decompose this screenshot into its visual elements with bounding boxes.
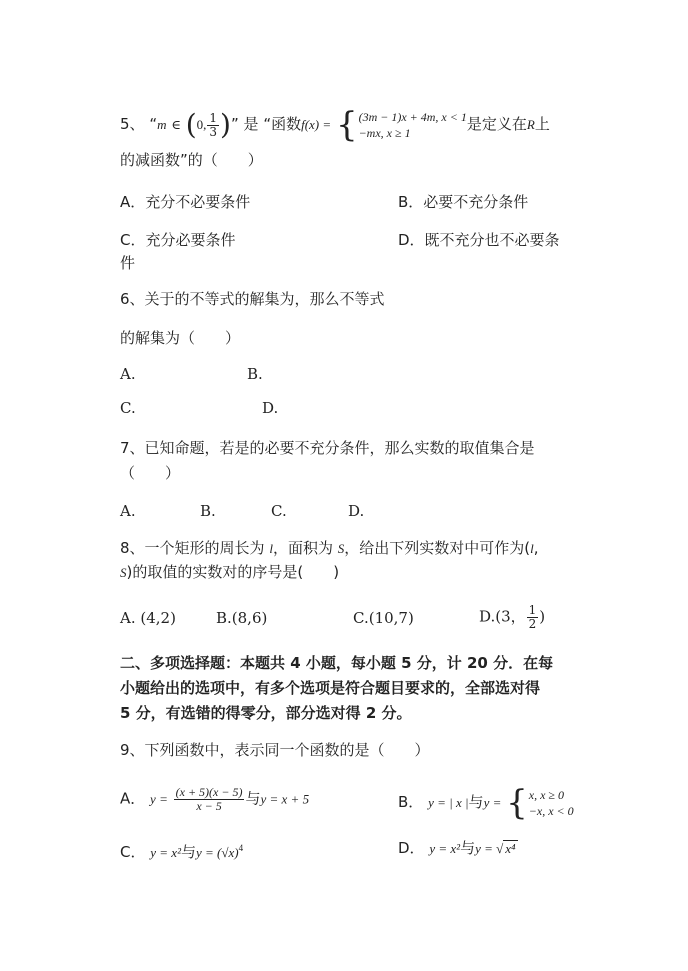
q8-text-a: 8、一个矩形的周长为 bbox=[120, 539, 265, 557]
q6-option-b: B. bbox=[247, 365, 263, 383]
q6-option-d: D. bbox=[262, 399, 279, 417]
q9-b-piecewise bbox=[506, 783, 574, 823]
q9-c-exp: 4 bbox=[238, 843, 244, 853]
q7-option-c: C. bbox=[271, 502, 287, 520]
q5-cases bbox=[359, 109, 467, 141]
q8-text-d: , bbox=[533, 539, 539, 557]
q9-b-brace: { bbox=[506, 783, 528, 823]
q9-b-with: 与 bbox=[468, 793, 484, 811]
q5-case2: −mx, x ≥ 1 bbox=[358, 126, 411, 140]
q9-c-with: 与 bbox=[180, 843, 196, 861]
q5-open-quote: “ bbox=[149, 115, 158, 133]
q9-a-fraction bbox=[174, 786, 245, 813]
q5-frac-den: 3 bbox=[209, 124, 218, 139]
q5-option-c: C．充分必要条件 bbox=[120, 231, 236, 249]
q5-close-quote: ” bbox=[230, 115, 239, 133]
q5-R: R bbox=[526, 117, 535, 132]
q9-c-lhs: y = x² bbox=[150, 845, 181, 860]
q8-option-d-prefix: D.(3， bbox=[479, 607, 526, 626]
q9-b-case2: −x, x < 0 bbox=[528, 804, 574, 818]
q5-brace: { bbox=[335, 105, 358, 145]
q5-m-var: m bbox=[157, 117, 167, 132]
q5-option-b: B．必要不充分条件 bbox=[398, 193, 529, 211]
q9-d-rhs: y = bbox=[475, 841, 497, 856]
q5-tail: 是定义在 bbox=[466, 115, 527, 133]
q9-b-lhs: y = | x | bbox=[428, 795, 469, 810]
q5-right-paren: ) bbox=[220, 108, 231, 141]
q5-shi: 是 bbox=[243, 115, 259, 133]
section2-line3: 5 分，有选错的得零分，部分选对得 2 分。 bbox=[120, 704, 412, 722]
q5-frac-num: 1 bbox=[209, 110, 218, 125]
q8-s-var: S bbox=[337, 541, 345, 556]
q5-option-a: A．充分不必要条件 bbox=[120, 193, 251, 211]
q7-option-d: D. bbox=[348, 502, 365, 520]
q9-d-with: 与 bbox=[460, 839, 476, 857]
q9-b-label: B． bbox=[398, 793, 424, 811]
q8-option-d-fraction bbox=[527, 604, 539, 631]
q8-line2 bbox=[120, 562, 339, 583]
q5-line1 bbox=[120, 105, 550, 145]
q6-option-a: A. bbox=[120, 365, 136, 383]
q8-option-a: A. (4,2) bbox=[120, 609, 176, 627]
q9-a-with: 与 bbox=[245, 789, 261, 808]
q8-line2-text: )的取值的实数对的序号是( ) bbox=[126, 563, 340, 581]
q9-a-den: x − 5 bbox=[196, 799, 222, 813]
q8-s-var-2: S bbox=[120, 565, 127, 580]
q7-line1: 7、已知命题，若是的必要不充分条件，那么实数的取值集合是 bbox=[120, 439, 535, 457]
q8-option-b: B.(8,6) bbox=[216, 609, 268, 627]
q9-option-b bbox=[398, 783, 574, 823]
q9-d-sqrt-sign: √ bbox=[496, 841, 504, 856]
q5-line2: 的减函数”的（ ） bbox=[120, 151, 263, 169]
q5-tail2: 上 bbox=[534, 115, 550, 133]
q5-func-label: “函数 bbox=[263, 115, 302, 133]
q9-c-label: C． bbox=[120, 843, 146, 861]
q8-option-d-suffix: ) bbox=[539, 607, 546, 626]
q5-interval-fraction bbox=[207, 112, 219, 139]
q5-piecewise bbox=[335, 105, 467, 145]
q6-line2: 的解集为（ ） bbox=[120, 329, 241, 347]
q8-l-var-2: l bbox=[530, 541, 534, 556]
q8-option-d bbox=[479, 604, 545, 631]
q9-a-num: (x + 5)(x − 5) bbox=[175, 785, 243, 799]
q7-option-a: A. bbox=[120, 502, 136, 520]
q9-d-root: x⁴ bbox=[505, 841, 516, 856]
q9-option-d bbox=[398, 838, 518, 859]
section2-line2: 小题给出的选项中，有多个选项是符合题目要求的，全部选对得 bbox=[120, 679, 541, 697]
q8-option-d-den: 2 bbox=[528, 617, 537, 631]
q7-line2: （ ） bbox=[120, 464, 181, 482]
q5-interval-zero: 0, bbox=[196, 117, 207, 132]
q9-b-cases bbox=[529, 787, 574, 819]
q6-line1: 6、关于的不等式的解集为，那么不等式 bbox=[120, 290, 385, 308]
q5-number: 5、 bbox=[120, 115, 145, 133]
q9-a-label: A． bbox=[120, 789, 146, 808]
q9-a-rhs: y = x + 5 bbox=[260, 791, 310, 807]
section2-line1: 二、多项选择题：本题共 4 小题，每小题 5 分，计 20 分．在每 bbox=[120, 654, 554, 672]
q9-d-lhs: y = x² bbox=[429, 841, 461, 856]
q9-c-rhs: y = (√x) bbox=[196, 845, 239, 860]
q8-option-d-num: 1 bbox=[528, 603, 537, 617]
q9-b-case1: x, x ≥ 0 bbox=[528, 788, 565, 802]
q8-text-b: ，面积为 bbox=[272, 539, 333, 557]
q5-in-symbol: ∈ bbox=[171, 117, 181, 132]
q8-l-var: l bbox=[269, 541, 273, 556]
q8-text-c: ，给出下列实数对中可作为( bbox=[344, 539, 531, 557]
q5-left-paren: ( bbox=[185, 108, 197, 141]
q5-option-d-wrap: 件 bbox=[120, 254, 136, 272]
q8-line1 bbox=[120, 538, 539, 559]
q5-f-of-x: f(x) = bbox=[301, 117, 332, 132]
q8-option-c: C.(10,7) bbox=[353, 609, 414, 627]
q7-option-b: B. bbox=[200, 502, 216, 520]
q9-b-y: y = bbox=[483, 795, 502, 810]
q5-option-d: D．既不充分也不必要条 bbox=[398, 231, 560, 249]
q9-d-label: D． bbox=[398, 839, 425, 857]
q9-option-a bbox=[120, 786, 309, 813]
q9-a-y: y = bbox=[150, 791, 168, 807]
q5-case1: (3m − 1)x + 4m, x < 1 bbox=[358, 110, 467, 124]
q6-option-c: C. bbox=[120, 399, 136, 417]
q9-line1: 9、下列函数中，表示同一个函数的是（ ） bbox=[120, 741, 430, 759]
q9-option-c bbox=[120, 838, 243, 863]
